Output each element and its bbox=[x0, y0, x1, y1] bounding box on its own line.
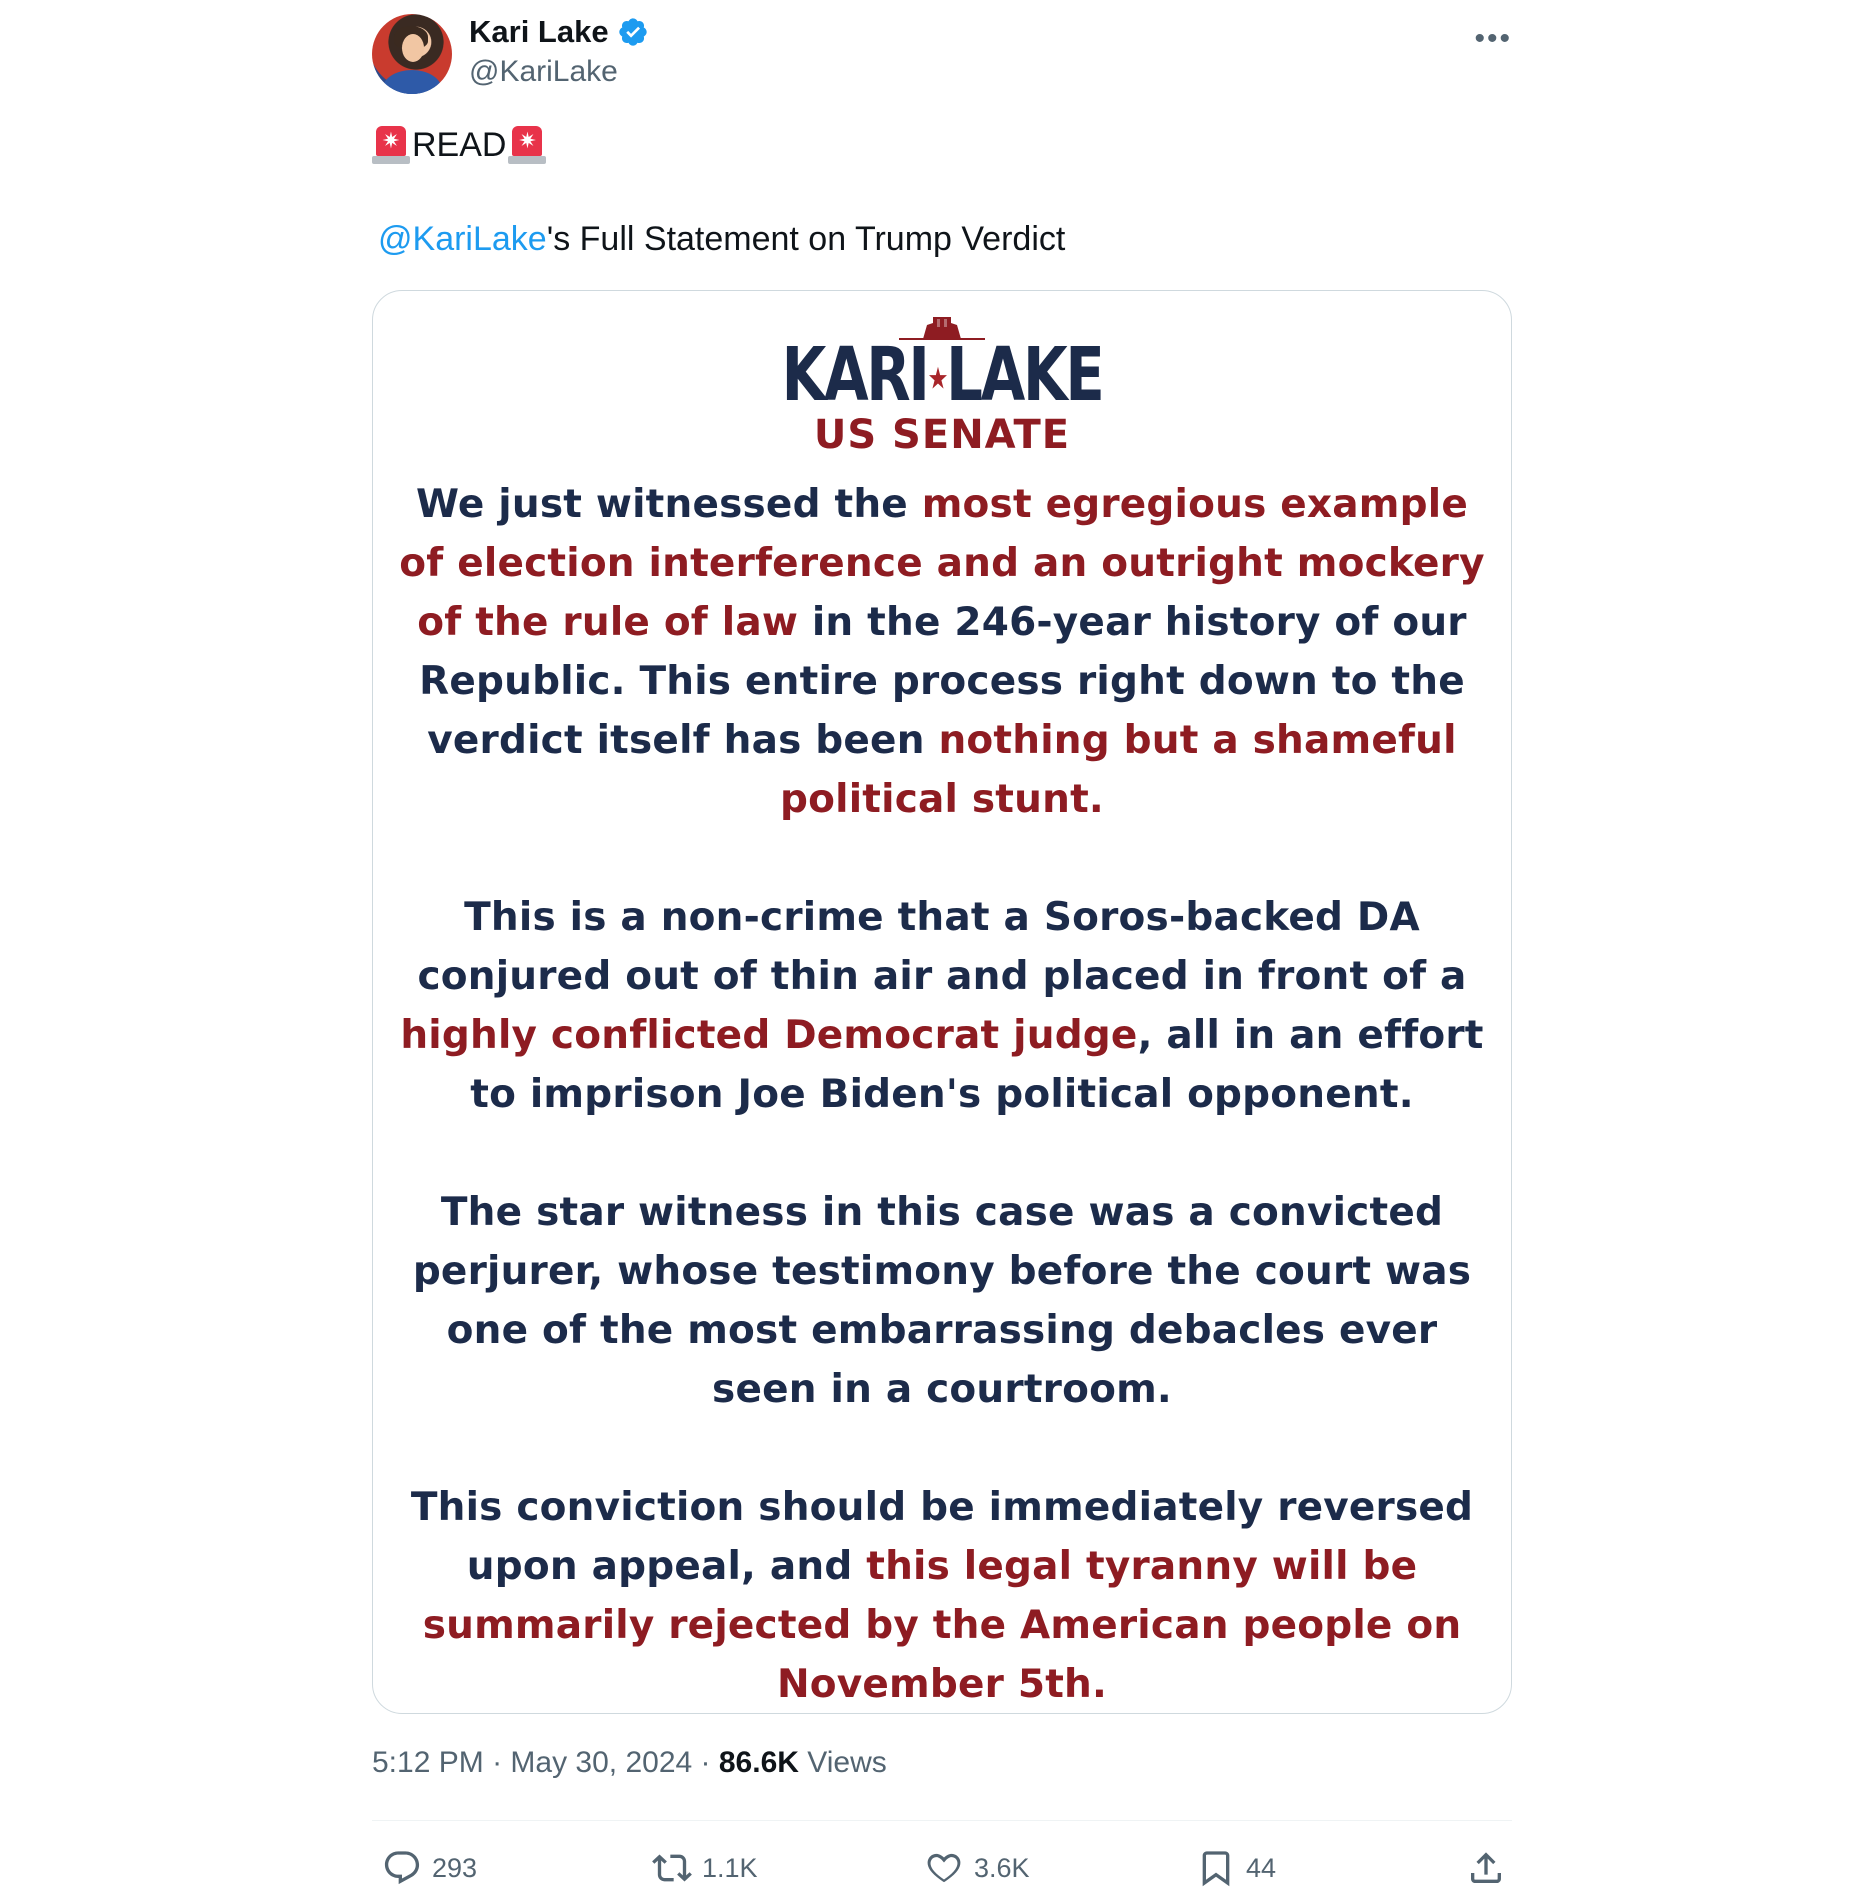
siren-emoji-icon: ✷ bbox=[508, 124, 546, 166]
read-text: READ bbox=[412, 125, 507, 164]
repost-button[interactable] bbox=[652, 1848, 758, 1888]
tweet-text-rest: 's Full Statement on Trump Verdict bbox=[546, 220, 1066, 258]
reply-icon bbox=[382, 1848, 422, 1888]
bookmark-count: 44 bbox=[1246, 1852, 1277, 1883]
siren-emoji-icon: ✷ bbox=[372, 124, 410, 166]
author-handle[interactable]: @KariLake bbox=[469, 55, 618, 88]
name-row bbox=[469, 14, 649, 50]
campaign-logo bbox=[373, 311, 1511, 459]
action-bar bbox=[372, 1848, 1512, 1888]
views-label: Views bbox=[798, 1746, 887, 1779]
heart-icon bbox=[924, 1848, 964, 1888]
more-icon[interactable]: ••• bbox=[1474, 22, 1512, 55]
bookmark-button[interactable] bbox=[1196, 1848, 1276, 1888]
avatar-body bbox=[382, 70, 442, 94]
statement-text bbox=[391, 475, 1493, 1714]
logo-title: KARI★LAKE bbox=[781, 332, 1103, 418]
logo-subtitle: US SENATE bbox=[813, 412, 1071, 459]
statement-paragraph: We just witnessed the most egregious example of election interference and an outright mockery of the rule of law in the 246-year history of our Republic. This entire process right down to the verdict itself has been nothing but a shameful political stunt. bbox=[399, 482, 1485, 822]
like-count: 3.6K bbox=[974, 1852, 1030, 1883]
tweet-time[interactable]: 5:12 PM bbox=[372, 1746, 484, 1779]
logo-star-icon: ★ bbox=[927, 361, 947, 397]
bookmark-icon bbox=[1196, 1848, 1236, 1888]
avatar[interactable] bbox=[372, 14, 452, 94]
author-name[interactable]: Kari Lake bbox=[469, 14, 609, 49]
divider bbox=[372, 1820, 1512, 1821]
reply-button[interactable] bbox=[382, 1848, 477, 1888]
tweet-text-line1 bbox=[372, 124, 546, 166]
statement-paragraph: The star witness in this case was a convicted perjurer, whose testimony before the court was one of the most embarrassing debacles ever seen in a courtroom. bbox=[412, 1190, 1472, 1412]
statement-paragraph: This is a non-crime that a Soros-backed DA conjured out of thin air and placed in front of a highly conflicted Democrat judge, all in an effort to imprison Joe Biden's political opponent. bbox=[400, 895, 1484, 1117]
tweet-meta: 5:12 PM · May 30, 2024 · 86.6K Views bbox=[372, 1746, 887, 1779]
repost-icon bbox=[652, 1848, 692, 1888]
share-icon bbox=[1466, 1848, 1506, 1888]
like-button[interactable] bbox=[924, 1848, 1030, 1888]
attached-image[interactable] bbox=[372, 290, 1512, 1714]
statement-paragraph: This conviction should be immediately reversed upon appeal, and this legal tyranny will be summarily rejected by the American people on November 5th. bbox=[410, 1485, 1474, 1707]
tweet-text-line2 bbox=[378, 220, 1065, 259]
avatar-face bbox=[402, 34, 424, 62]
reply-count: 293 bbox=[432, 1852, 478, 1883]
share-button[interactable] bbox=[1466, 1848, 1506, 1888]
repost-count: 1.1K bbox=[702, 1852, 758, 1883]
verified-badge-icon bbox=[617, 16, 649, 48]
tweet-date[interactable]: May 30, 2024 bbox=[510, 1746, 693, 1779]
views-count: 86.6K bbox=[718, 1746, 799, 1779]
mention-link[interactable]: @KariLake bbox=[378, 220, 547, 258]
